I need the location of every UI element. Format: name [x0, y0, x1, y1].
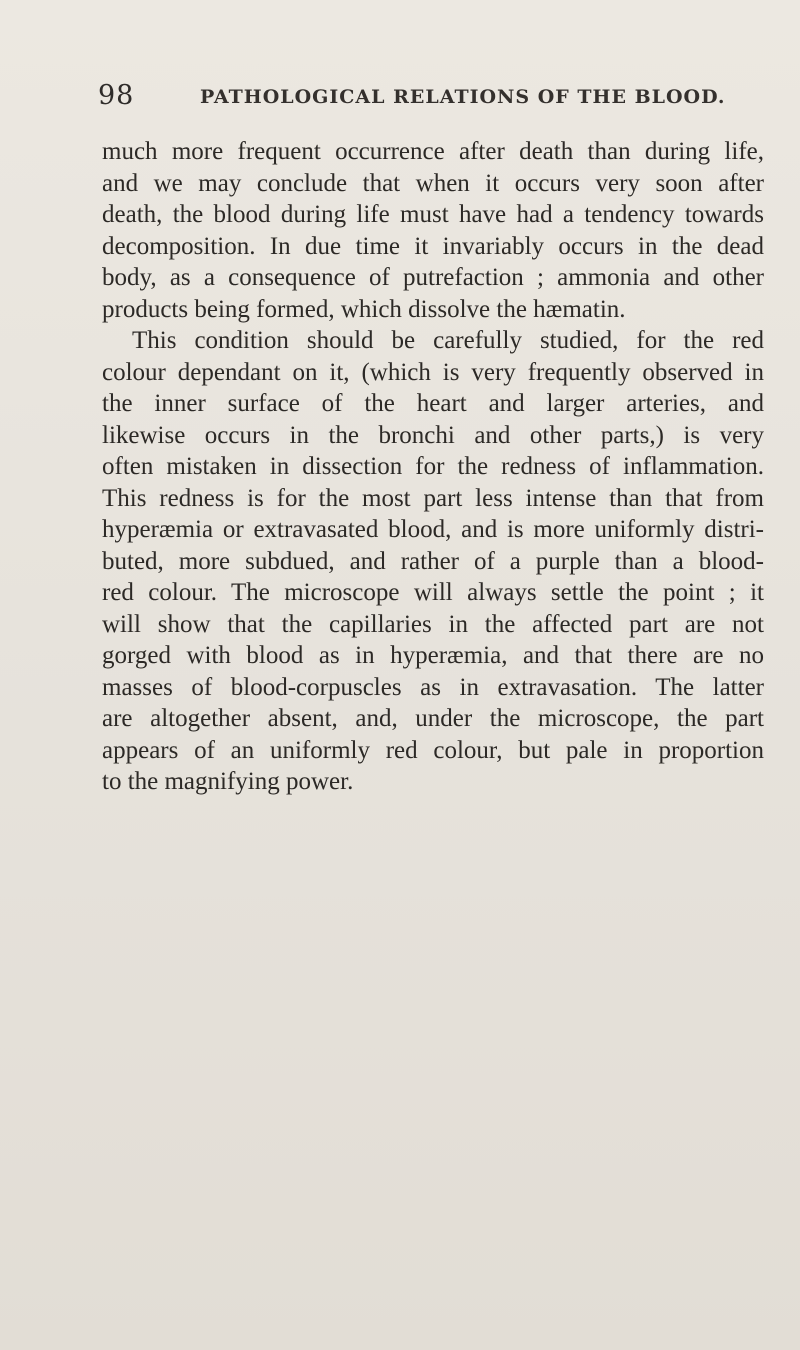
- text-line: gorged with blood as in hyperæmia, and that there are no: [102, 642, 764, 669]
- text-line: red colour. The microscope will always settle the point ; it: [102, 579, 764, 606]
- text-line: death, the blood during life must have had a tendency towards: [102, 201, 764, 228]
- text-line: decomposition. In due time it invariably occurs in the dead: [102, 232, 764, 260]
- text-line: products being formed, which dissolve the hæmatin.: [102, 295, 626, 323]
- text-line: appears of an uniformly red colour, but pale in proportion: [102, 736, 764, 764]
- page-header: [0, 80, 800, 120]
- text-line: and we may conclude that when it occurs very soon after: [102, 169, 764, 197]
- body-text: [102, 136, 764, 798]
- text-line: much more frequent occurrence after death than during life,: [102, 138, 764, 165]
- text-line: masses of blood-corpuscles as in extravasation. The latter: [102, 673, 764, 701]
- text-line: likewise occurs in the bronchi and other parts,) is very: [102, 421, 764, 449]
- text-line: often mistaken in dissection for the redness of inflammation.: [102, 453, 764, 480]
- text-line-indented: [102, 325, 764, 357]
- text-line: are altogether absent, and, under the microscope, the part: [102, 705, 764, 732]
- text-line: This redness is for the most part less intense than that from: [102, 484, 764, 512]
- text-line: will show that the capillaries in the affected part are not: [102, 610, 764, 638]
- page-number: 98: [98, 80, 135, 111]
- text-line: buted, more subdued, and rather of a purple than a blood-: [102, 547, 764, 575]
- text-line: to the magnifying power.: [102, 768, 354, 795]
- running-title: PATHOLOGICAL RELATIONS OF THE BLOOD.: [200, 86, 726, 108]
- text-line: body, as a consequence of putrefaction ; ammonia and other: [102, 264, 764, 291]
- text-line: This condition should be carefully studied, for the red: [132, 327, 764, 354]
- text-line: colour dependant on it, (which is very frequently observed in: [102, 358, 764, 386]
- text-line: the inner surface of the heart and larger arteries, and: [102, 390, 764, 417]
- text-line: hyperæmia or extravasated blood, and is more uniformly distri-: [102, 516, 764, 543]
